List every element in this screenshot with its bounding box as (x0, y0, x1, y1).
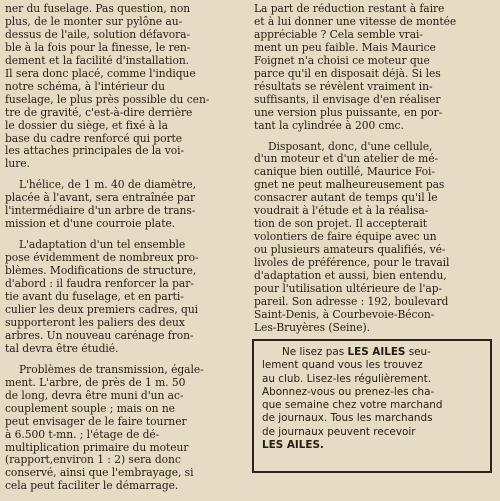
right-column (254, 3, 495, 343)
text-line: voudrait à l'étude et à la réalisa- (254, 205, 429, 218)
text-line: ment. L'arbre, de près de 1 m. 50 (5, 376, 186, 389)
ad-line (262, 346, 484, 359)
text-line: arbres. Un nouveau carénage fron- (5, 329, 194, 342)
text-line: parce qu'il en disposait déjà. Si les (254, 67, 441, 80)
paragraph-transmission (5, 364, 243, 494)
text-line: ner du fuselage. Pas question, non (5, 3, 191, 15)
text-line: plus, de le monter sur pylône au- (5, 15, 183, 28)
text-line: canique bien outillé, Maurice Foi- (254, 166, 435, 179)
paragraph-collaboration (254, 141, 495, 335)
text-line: suffisants, il envisage d'en réaliser (254, 93, 441, 106)
text-line: Foignet n'a choisi ce moteur que (254, 54, 430, 67)
text-line: La part de réduction restant à faire (254, 3, 445, 15)
text-line: gnet ne peut malheureusement pas (254, 179, 445, 192)
text-line: notre schéma, à l'intérieur du (5, 80, 165, 93)
text-line: d'abord : il faudra renforcer la par- (5, 278, 194, 291)
text-line: les attaches principales de la voi- (5, 145, 185, 158)
text-line: Problèmes de transmission, égale- (19, 363, 204, 376)
text-line: tie avant du fuselage, et en parti- (5, 291, 184, 304)
text-line: couplement souple ; mais on ne (5, 402, 175, 415)
text-line: d'un moteur et d'un atelier de mé- (254, 153, 439, 166)
text-line: multiplication primaire du moteur (5, 441, 189, 454)
text-line: tal devra être étudié. (5, 342, 119, 355)
paragraph-engine-placement (5, 3, 243, 171)
text-line: L'adaptation d'un tel ensemble (19, 239, 186, 252)
text-line: dement et la facilité d'installation. (5, 54, 190, 67)
ad-line: lement quand vous les trouvez (262, 359, 423, 372)
ad-line: de journaux. Tous les marchands (262, 412, 433, 425)
text-line: mission et d'une courroie plate. (5, 218, 176, 231)
text-line: consacrer autant de temps qu'il le (254, 192, 438, 205)
text-line: livoles de préférence, pour le travail (254, 257, 450, 270)
paragraph-power (254, 3, 495, 133)
text-line: lure. (5, 158, 30, 171)
paragraph-adaptation (5, 239, 243, 356)
paragraph-propeller (5, 179, 243, 231)
text-line: ble à la fois pour la finesse, le ren- (5, 41, 191, 54)
left-column (5, 3, 243, 501)
text-line: d'adaptation et aussi, bien entendu, (254, 270, 447, 283)
text-line: dessus de l'aile, solution défavora- (5, 28, 191, 41)
text-line: tant la cylindrée à 200 cmc. (254, 119, 404, 132)
magazine-name: LES AILES (347, 346, 406, 358)
text-line: conservé, ainsi que l'embrayage, si (5, 467, 194, 480)
ad-line: Abonnez-vous ou prenez-les cha- (262, 385, 435, 398)
text-line: supporteront les paliers des deux (5, 316, 185, 329)
text-line: de long, devra être muni d'un ac- (5, 389, 184, 402)
text-line: tre de gravité, c'est-à-dire derrière (5, 106, 193, 119)
subscription-ad-box (252, 339, 492, 473)
text-line: pose évidemment de nombreux pro- (5, 252, 199, 265)
text-line: ment un peu faible. Mais Maurice (254, 41, 436, 54)
text-line: le dossier du siège, et fixé à la (5, 119, 168, 132)
text-line: Saint-Denis, à Courbevoie-Bécon- (254, 308, 435, 321)
magazine-name: LES AILES. (262, 439, 324, 452)
text-line: une version plus puissante, en por- (254, 106, 443, 119)
text-line: placée à l'avant, sera entraînée par (5, 192, 196, 205)
ad-line: que semaine chez votre marchand (262, 399, 443, 412)
text-line: fuselage, le plus près possible du cen- (5, 93, 210, 106)
text-line: à 6.500 t-mn. ; l'étage de dé- (5, 428, 160, 441)
text-line: appréciable ? Cela semble vrai- (254, 28, 423, 41)
text-line: pour l'utilisation ultérieure de l'ap- (254, 283, 443, 296)
text-line: cela peut faciliter le démarrage. (5, 480, 179, 493)
ad-text: seu- (405, 346, 431, 358)
text-line: base du cadre renforcé qui porte (5, 132, 183, 145)
text-line: blèmes. Modifications de structure, (5, 265, 197, 278)
text-line: tion de son projet. Il accepterait (254, 218, 427, 231)
text-line: Les-Bruyères (Seine). (254, 321, 371, 334)
text-line: (rapport,environ 1 : 2) sera donc (5, 454, 181, 467)
text-line: Il sera donc placé, comme l'indique (5, 67, 196, 80)
text-line: volontiers de faire équipe avec un (254, 231, 437, 244)
text-line: pareil. Son adresse : 192, boulevard (254, 295, 449, 308)
text-line: ou plusieurs amateurs qualifiés, vé- (254, 244, 446, 257)
text-line: culier les deux premiers cadres, qui (5, 303, 199, 316)
text-line: l'intermédiaire d'un arbre de trans- (5, 205, 196, 218)
text-line: L'hélice, de 1 m. 40 de diamètre, (19, 179, 197, 192)
text-line: résultats se révèlent vraiment in- (254, 80, 433, 93)
text-line: et à lui donner une vitesse de montée (254, 15, 457, 28)
text-line: peut envisager de le faire tourner (5, 415, 187, 428)
ad-line: de journaux peuvent recevoir (262, 425, 416, 438)
ad-text: Ne lisez pas (282, 346, 348, 358)
ad-line: au club. Lisez-les régulièrement. (262, 372, 432, 385)
text-line: Disposant, donc, d'une cellule, (268, 140, 433, 153)
